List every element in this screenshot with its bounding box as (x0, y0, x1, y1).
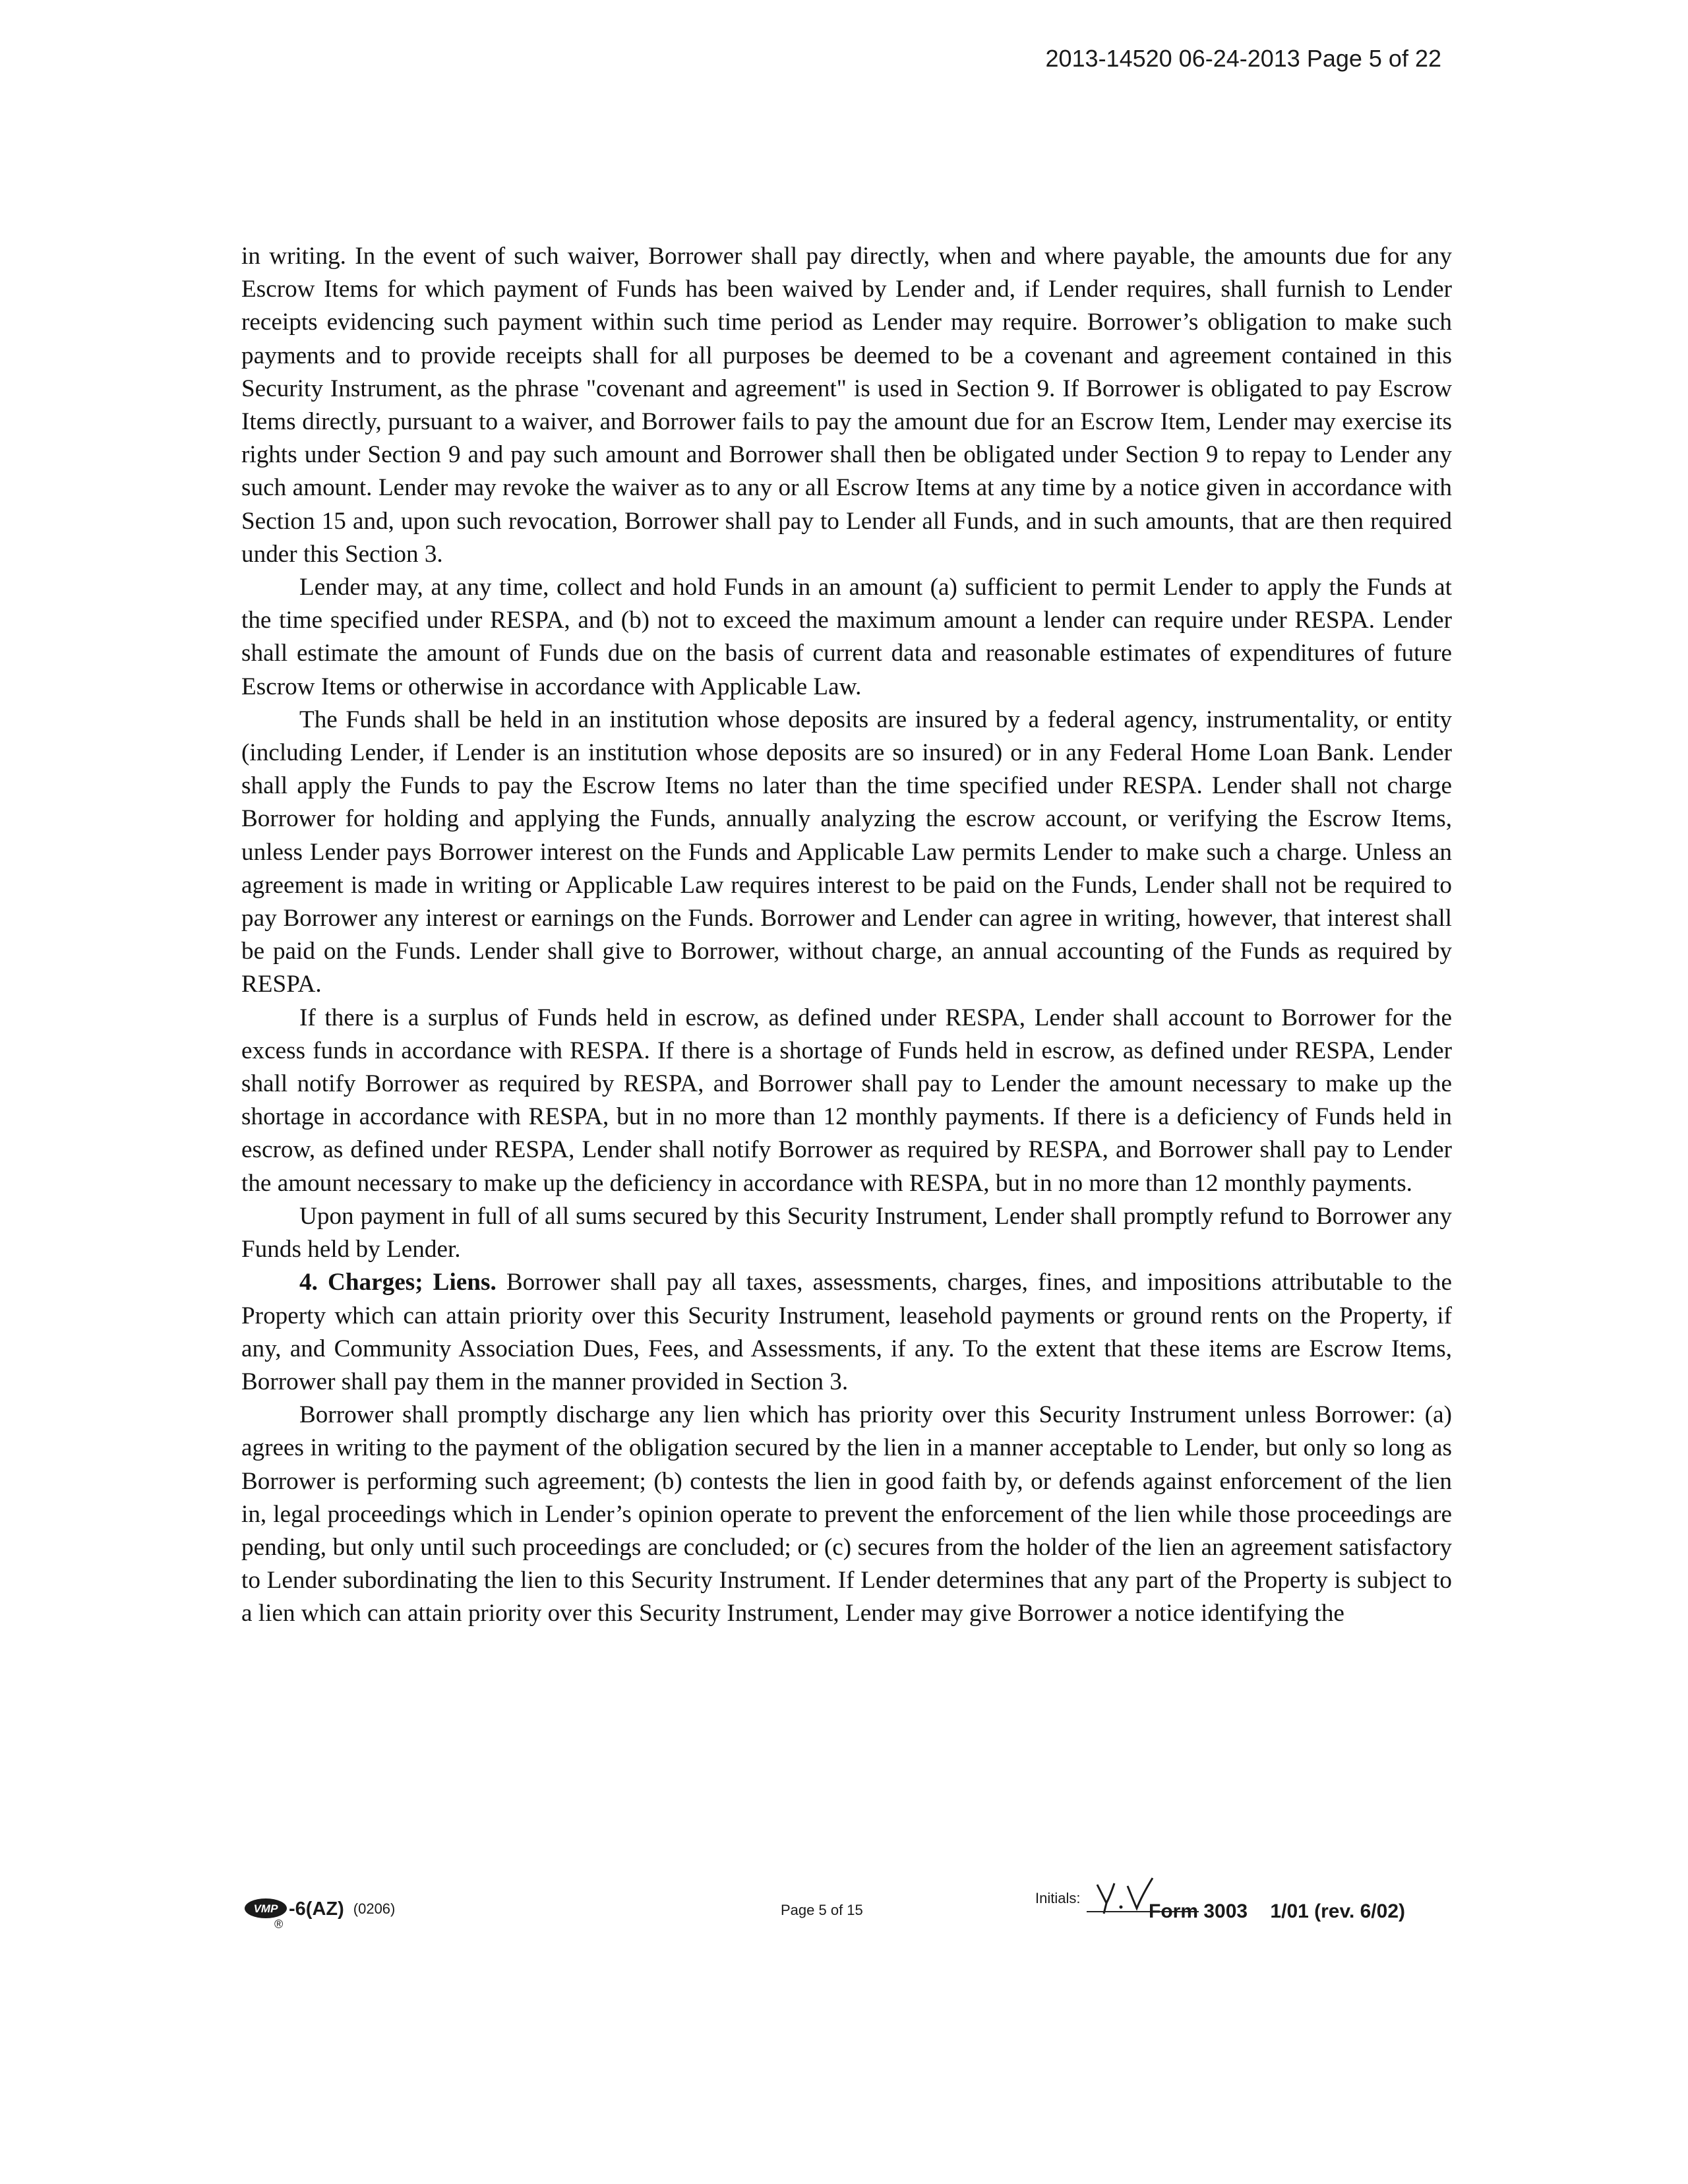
initials-block (1035, 1873, 1444, 1939)
initials-label: Initials: (1035, 1890, 1081, 1906)
form-identifier (244, 1898, 396, 1931)
recording-stamp: 2013-14520 06-24-2013 Page 5 of 22 (1045, 45, 1441, 72)
registered-mark: ® (274, 1918, 284, 1931)
footer-page-number: Page 5 of 15 (781, 1902, 863, 1918)
form-number (1149, 1900, 1405, 1923)
section-heading: 4. Charges; Liens. (299, 1269, 497, 1296)
section-text: Borrower shall pay all taxes, assessments, charges, fines, and impositions attributable to the Property which can attain priority over this Security Instrument, leasehold payments or ground rents on the Property, if any, and Community Association Dues, Fees, and Assessments, if any. To the extent that these items are Escrow Items, Borrower shall pay them in the manner provided in Section 3. (241, 1269, 1453, 1395)
paragraph-funds-institution: The Funds shall be held in an institution whose deposits are insured by a federal agency, instrumentality, or entity (including Lender, if Lender is an institution whose deposits are so insured) or in any Federal Home Loan Bank. Lender shall apply the Funds to pay the Escrow Items no later than the time specified under RESPA. Lender shall not charge Borrower for holding and applying the Funds, annually analyzing the escrow account, or verifying the Escrow Items, unless Lender pays Borrower interest on the Funds and Applicable Law permits Lender to make such a charge. Unless an agreement is made in writing or Applicable Law requires interest to be paid on the Funds, Lender shall not be required to pay Borrower any interest or earnings on the Funds. Borrower and Lender can agree in writing, however, that interest shall be paid on the Funds. Lender shall give to Borrower, without charge, an annual accounting of the Funds as required by RESPA. (241, 706, 1452, 998)
paragraph-charges-liens (241, 1266, 1452, 1399)
logo-text: VMP (253, 1902, 278, 1915)
paragraph-escrow-waiver: in writing. In the event of such waiver, Borrower shall pay directly, when and where payable, the amounts due for any Escrow Items for which payment of Funds has been waived by Lender and, if Lender requires, shall furnish to Lender receipts evidencing such payment within such time period as Lender may require. Borrower’s obligation to make such payments and to provide receipts shall for all purposes be deemed to be a covenant and agreement contained in this Security Instrument, as the phrase "covenant and agreement" is used in Section 9. If Borrower is obligated to pay Escrow Items directly, pursuant to a waiver, and Borrower fails to pay the amount due for an Escrow Item, Lender may exercise its rights under Section 9 and pay such amount and Borrower shall then be obligated under Section 9 to repay to Lender any such amount. Lender may revoke the waiver as to any or all Escrow Items at any time by a notice given in accordance with Section 15 and, upon such revocation, Borrower shall pay to Lender all Funds, and in such amounts, that are then required under this Section 3. (241, 243, 1452, 568)
form-code: -6(AZ) (289, 1898, 344, 1920)
form-revision: 1/01 (rev. 6/02) (1270, 1900, 1406, 1922)
paragraph-discharge-lien: Borrower shall promptly discharge any lien which has priority over this Security Instrument unless Borrower: (a) agrees in writing to the payment of the obligation secured by the lien in a manner acceptable to Lender, but only so long as Borrower is performing such agreement; (b) contests the lien in good faith by, or defends against enforcement of the lien in, legal proceedings which in Lender’s opinion operate to prevent the enforcement of the lien while those proceedings are pending, but only until such proceedings are concluded; or (c) secures from the holder of the lien an agreement satisfactory to Lender subordinating the lien to this Security Instrument. If Lender determines that any part of the Property is subject to a lien which can attain priority over this Security Instrument, Lender may give Borrower a notice identifying the (241, 1401, 1452, 1627)
document-body (241, 240, 1452, 1631)
paragraph-surplus-shortage: If there is a surplus of Funds held in escrow, as defined under RESPA, Lender shall account to Borrower for the excess funds in accordance with RESPA. If there is a shortage of Funds held in escrow, as defined under RESPA, Lender shall notify Borrower as required by RESPA, and Borrower shall pay to Lender the amount necessary to make up the shortage in accordance with RESPA, but in no more than 12 monthly payments. If there is a deficiency of Funds held in escrow, as defined under RESPA, Lender shall notify Borrower as required by RESPA, and Borrower shall pay to Lender the amount necessary to make up the deficiency in accordance with RESPA, but in no more than 12 monthly payments. (241, 1004, 1452, 1197)
vmp-logo (244, 1898, 287, 1931)
form-code-date: (0206) (353, 1900, 396, 1917)
form-name: Form 3003 (1149, 1900, 1248, 1922)
paragraph-collect-funds: Lender may, at any time, collect and hold Funds in an amount (a) sufficient to permit Lender to apply the Funds at the time specified under RESPA, and (b) not to exceed the maximum amount a lender can require under RESPA. Lender shall estimate the amount of Funds due on the basis of current data and reasonable estimates of expenditures of future Escrow Items or otherwise in accordance with Applicable Law. (241, 574, 1452, 700)
page-footer (0, 1873, 1688, 1952)
paragraph-refund: Upon payment in full of all sums secured by this Security Instrument, Lender shall promptly refund to Borrower any Funds held by Lender. (241, 1202, 1452, 1263)
